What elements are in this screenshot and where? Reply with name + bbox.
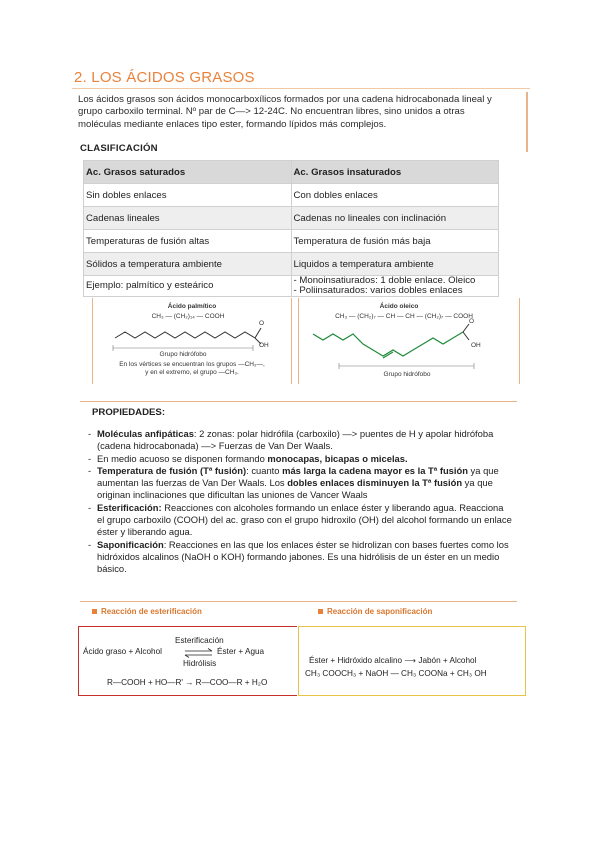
table-cell: Sin dobles enlaces [84, 184, 292, 207]
ester-reactants: Ácido graso + Alcohol [83, 647, 162, 656]
item-bold: dobles enlaces disminuyen la Tª fusión [287, 477, 463, 489]
oleic-formula: CH₃ — (CH₂)₇ — CH — CH — (CH₂)₇ — COOH [335, 313, 473, 320]
table-cell: Temperatura de fusión más baja [291, 230, 499, 253]
cell-line: - Monoinsatiurados: 1 doble enlace. Oleico [293, 275, 476, 286]
sapon-equation: Éster + Hidróxido alcalino ⟶ Jabón + Alcohol [309, 656, 477, 665]
bullet-square-icon [318, 609, 323, 614]
table-header-row [84, 161, 499, 184]
table-cell: Sólidos a temperatura ambiente [84, 253, 292, 276]
list-item [88, 539, 513, 576]
palmitic-caption: En los vértices se encuentran los grupos —CH₂—, [119, 361, 265, 368]
esterification-box [78, 626, 297, 696]
classification-heading: CLASIFICACIÓN [80, 143, 158, 154]
table-cell: Liquidos a temperatura ambiente [291, 253, 499, 276]
saponification-box [298, 626, 526, 696]
table-cell: Temperaturas de fusión altas [84, 230, 292, 253]
palmitic-group-label: Grupo hidrófobo [159, 351, 207, 358]
esterification-heading [92, 607, 202, 616]
properties-heading: PROPIEDADES: [92, 407, 166, 418]
item-bold: Moléculas anfipáticas [97, 428, 194, 439]
table-row [84, 253, 499, 276]
sapon-formula: CH₃ COOCH₃ + NaOH — CH₃ COONa + CH₃ OH [305, 669, 487, 678]
table-cell: Cadenas lineales [84, 207, 292, 230]
properties-list [88, 428, 513, 576]
saponification-heading [318, 607, 432, 616]
oleic-o-label: O [469, 318, 475, 325]
palmitic-acid-figure [92, 298, 292, 384]
table-header-cell: Ac. Grasos insaturados [291, 161, 499, 184]
cell-line: - Poliinsaturados: varios dobles enlaces [293, 285, 463, 296]
palmitic-title: Ácido palmítico [167, 303, 217, 310]
oleic-group-label: Grupo hidrófobo [383, 371, 431, 378]
title-rule [72, 88, 530, 89]
esterification-heading-text: Reacción de esterificación [101, 607, 202, 616]
item-text: : 2 zonas: polar hidrófila (carboxilo) —> puentes de H y apolar hidrófoba (cadena hidrocabonada) —> Fuerzas de Van Der Waals. [97, 428, 494, 452]
item-text: En medio acuoso se disponen formando [97, 452, 268, 464]
equilibrium-arrow-icon [184, 647, 214, 659]
item-text: : cuanto [246, 464, 283, 476]
item-bold: Esterificación: [97, 501, 162, 513]
classification-table [83, 160, 499, 297]
item-text: : Reacciones en las que los enlaces éster se hidrolizan con bases fuertes como los hidróxidos alcalinos (NaOH o KOH) formando jabones. Es una hidrólisis de un éster en un medio básico. [97, 538, 509, 575]
oleic-acid-figure [298, 298, 520, 384]
section-title: 2. LOS ÁCIDOS GRASOS [74, 69, 255, 86]
palmitic-formula: CH₃ — (CH₂)₁₄ — COOH [151, 313, 225, 320]
item-bold: más larga la cadena mayor es la Tª fusión [282, 464, 468, 476]
item-bold: Saponificación [97, 538, 164, 550]
table-cell [291, 276, 499, 297]
palmitic-oh-label: OH [259, 342, 269, 349]
intro-line: moléculas mediante enlaces tipo ester, formando lípidos más complejos. [78, 118, 387, 130]
list-item [88, 453, 513, 465]
saponification-heading-text: Reacción de saponificación [327, 607, 433, 616]
list-item [88, 465, 513, 502]
list-item [88, 502, 513, 539]
table-cell: Con dobles enlaces [291, 184, 499, 207]
table-row [84, 276, 499, 297]
ester-arrow-top-label: Esterificación [175, 636, 224, 645]
palmitic-caption: y en el extremo, el grupo —CH₃. [145, 369, 239, 376]
item-text: ya que aumentan las fuerzas de Van Der Waals. Los [97, 464, 499, 489]
table-header-cell: Ac. Grasos saturados [84, 161, 292, 184]
intro-line: Los ácidos grasos son ácidos monocarboxílicos formados por una cadena hidrocabonada lineal y [78, 94, 492, 105]
palmitic-o-label: O [259, 320, 265, 327]
list-item [88, 428, 513, 453]
item-text: ya que originan inclinaciones que dificultan las uniones de Vancer Waals [97, 477, 493, 501]
table-row [84, 230, 499, 253]
ester-products: Éster + Agua [217, 647, 265, 656]
intro-paragraph [78, 94, 523, 131]
table-cell: Cadenas no lineales con inclinación [291, 207, 499, 230]
bullet-square-icon [92, 609, 97, 614]
table-row [84, 184, 499, 207]
oleic-oh-label: OH [471, 342, 481, 349]
ester-arrow-bottom-label: Hidrólisis [183, 659, 217, 668]
table-row [84, 207, 499, 230]
intro-line: grupo carboxilo terminal. Nº par de C—> 12-24C. No encuentran libres, sino unidos a otras [78, 106, 465, 118]
oleic-title: Ácido oleico [379, 303, 419, 310]
ester-formula: R—COOH + HO—R' → R—COO—R + H₂O [107, 678, 268, 687]
item-bold: Temperatura de fusión (Tª fusión) [97, 464, 247, 476]
table-cell: Ejemplo: palmítico y esteárico [84, 276, 292, 297]
intro-accent-bar [526, 92, 528, 152]
item-bold: monocapas, bicapas o micelas. [267, 452, 408, 464]
item-text: Reacciones con alcoholes formando un enlace éster y liberando agua. Reacciona el grupo carboxilo (COOH) del ac. graso con el grupo hidroxilo (OH) del alcohol formando un enlace éster y liberando agua. [97, 501, 512, 538]
